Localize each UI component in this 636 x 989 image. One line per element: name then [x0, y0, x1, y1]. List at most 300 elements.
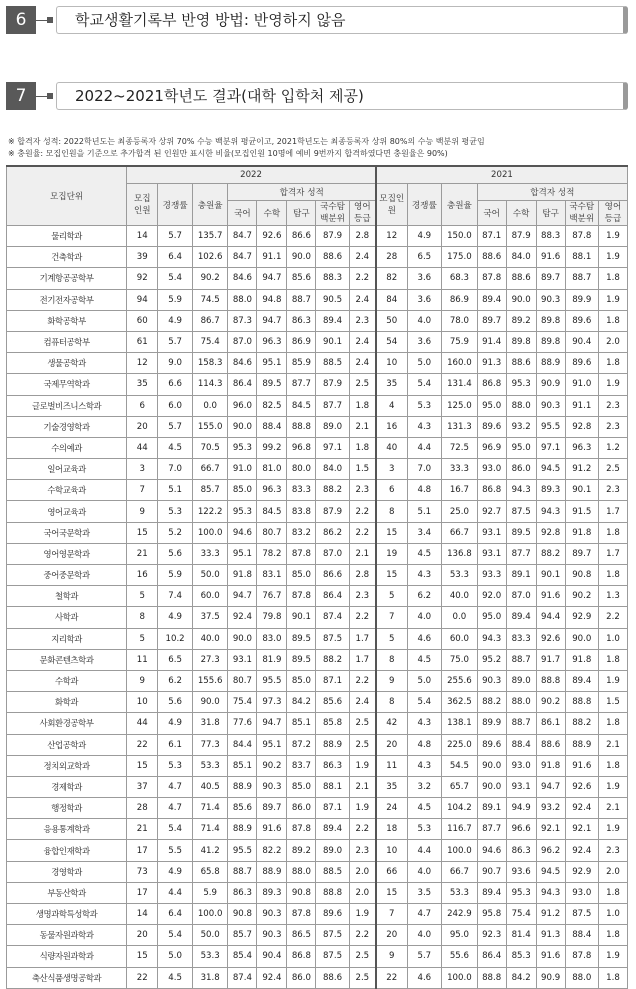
table-cell: 6.5	[407, 247, 442, 268]
table-cell: 4.8	[407, 480, 442, 501]
table-cell: 88.2	[477, 692, 506, 713]
table-cell: 89.4	[506, 607, 536, 628]
table-cell: 95.3	[228, 437, 257, 458]
table-cell: 2.3	[598, 480, 627, 501]
table-cell: 91.6	[565, 755, 598, 776]
table-cell: 86.3	[228, 882, 257, 903]
table-cell: 94.7	[257, 713, 287, 734]
table-cell: 20	[127, 925, 158, 946]
table-cell: 1.8	[598, 565, 627, 586]
table-cell: 6.5	[158, 649, 193, 670]
table-cell: 75.4	[192, 331, 228, 352]
table-cell: 50	[376, 310, 407, 331]
table-cell: 2.1	[349, 416, 376, 437]
table-cell: 87.7	[506, 543, 536, 564]
table-cell: 93.1	[228, 649, 257, 670]
table-cell: 73	[127, 861, 158, 882]
table-cell: 9	[127, 670, 158, 691]
table-cell: 3	[127, 459, 158, 480]
table-cell: 77.6	[228, 713, 257, 734]
table-cell: 54.5	[442, 755, 478, 776]
table-cell: 91.8	[228, 565, 257, 586]
table-cell: 86.6	[287, 226, 316, 247]
table-cell: 88.5	[316, 861, 349, 882]
table-cell: 11	[127, 649, 158, 670]
table-cell: 93.3	[477, 565, 506, 586]
table-cell: 18	[376, 819, 407, 840]
table-cell: 89.7	[565, 543, 598, 564]
table-cell: 90.5	[316, 289, 349, 310]
table-cell: 5.0	[407, 670, 442, 691]
table-cell: 1.7	[349, 649, 376, 670]
table-cell: 86.1	[536, 713, 565, 734]
table-cell: 2.1	[349, 776, 376, 797]
table-cell: 86.4	[477, 946, 506, 967]
table-cell: 90.3	[257, 904, 287, 925]
cell-unit-name: 경영학과	[7, 861, 127, 882]
table-cell: 96.3	[257, 480, 287, 501]
table-cell: 84.6	[228, 353, 257, 374]
table-cell: 3.6	[407, 268, 442, 289]
table-cell: 33.3	[442, 459, 478, 480]
table-cell: 0.0	[192, 395, 228, 416]
table-cell: 4.6	[407, 628, 442, 649]
table-row	[7, 459, 628, 480]
table-cell: 2.2	[349, 522, 376, 543]
table-cell: 90.0	[565, 628, 598, 649]
table-cell: 15	[376, 522, 407, 543]
table-cell: 91.1	[565, 395, 598, 416]
table-cell: 89.7	[257, 798, 287, 819]
table-row	[7, 819, 628, 840]
table-cell: 66.7	[442, 861, 478, 882]
table-cell: 89.1	[506, 565, 536, 586]
table-cell: 42	[376, 713, 407, 734]
table-cell: 2.2	[349, 925, 376, 946]
table-cell: 91.3	[477, 353, 506, 374]
header-math-2022: 수학	[257, 201, 287, 226]
table-row	[7, 416, 628, 437]
table-cell: 5	[127, 628, 158, 649]
table-cell: 95.1	[257, 353, 287, 374]
table-cell: 86.4	[228, 374, 257, 395]
table-cell: 96.8	[287, 437, 316, 458]
table-cell: 90.9	[536, 967, 565, 988]
table-cell: 84.0	[316, 459, 349, 480]
table-cell: 35	[376, 776, 407, 797]
table-cell: 95.0	[442, 925, 478, 946]
table-cell: 87.5	[506, 501, 536, 522]
table-cell: 85.1	[287, 713, 316, 734]
table-cell: 3.6	[407, 331, 442, 352]
table-cell: 93.6	[506, 861, 536, 882]
table-cell: 90.2	[536, 692, 565, 713]
table-row	[7, 353, 628, 374]
table-cell: 89.0	[316, 416, 349, 437]
table-cell: 4.9	[407, 226, 442, 247]
table-cell: 1.0	[598, 628, 627, 649]
table-cell: 86.3	[506, 840, 536, 861]
table-cell: 2.0	[598, 861, 627, 882]
table-cell: 92.4	[228, 607, 257, 628]
table-cell: 83.2	[287, 522, 316, 543]
table-cell: 5.4	[158, 268, 193, 289]
table-cell: 225.0	[442, 734, 478, 755]
results-table-body	[7, 226, 628, 989]
table-cell: 35	[127, 374, 158, 395]
table-cell: 1.9	[598, 247, 627, 268]
table-cell: 89.8	[536, 310, 565, 331]
table-cell: 2.5	[349, 713, 376, 734]
table-cell: 86.2	[316, 522, 349, 543]
table-cell: 4.0	[407, 861, 442, 882]
table-cell: 92	[127, 268, 158, 289]
table-cell: 40.5	[192, 776, 228, 797]
table-cell: 5.9	[158, 289, 193, 310]
table-cell: 93.1	[477, 522, 506, 543]
table-cell: 94.3	[536, 882, 565, 903]
section-7-connector-dot	[47, 93, 53, 99]
table-cell: 4.4	[407, 437, 442, 458]
table-cell: 7.4	[158, 586, 193, 607]
table-cell: 89.9	[477, 713, 506, 734]
table-cell: 88.8	[316, 882, 349, 903]
table-cell: 89.3	[257, 882, 287, 903]
table-cell: 87.9	[316, 501, 349, 522]
cell-unit-name: 화학공학부	[7, 310, 127, 331]
table-cell: 85.0	[287, 776, 316, 797]
cell-unit-name: 전기전자공학부	[7, 289, 127, 310]
cell-unit-name: 수학교육과	[7, 480, 127, 501]
table-cell: 1.8	[598, 882, 627, 903]
table-cell: 136.8	[442, 543, 478, 564]
table-cell: 6	[376, 480, 407, 501]
table-cell: 150.0	[442, 226, 478, 247]
table-row	[7, 501, 628, 522]
table-cell: 40.0	[442, 586, 478, 607]
table-cell: 24	[376, 798, 407, 819]
table-cell: 91.6	[536, 946, 565, 967]
notes	[8, 136, 485, 160]
cell-unit-name: 축산식품생명공학과	[7, 967, 127, 988]
table-cell: 155.0	[192, 416, 228, 437]
table-cell: 2.3	[598, 395, 627, 416]
table-cell: 88.6	[506, 268, 536, 289]
table-cell: 88.7	[506, 649, 536, 670]
table-cell: 7	[376, 607, 407, 628]
table-cell: 95.3	[228, 501, 257, 522]
table-cell: 89.4	[316, 819, 349, 840]
table-cell: 83.3	[287, 480, 316, 501]
table-cell: 7	[127, 480, 158, 501]
table-cell: 6	[127, 395, 158, 416]
table-cell: 8	[127, 607, 158, 628]
table-cell: 7.0	[158, 459, 193, 480]
table-cell: 88.4	[565, 925, 598, 946]
section-6-header	[6, 6, 628, 34]
table-cell: 1.8	[598, 649, 627, 670]
table-cell: 90.4	[565, 331, 598, 352]
table-cell: 4.9	[158, 310, 193, 331]
table-cell: 84.0	[506, 247, 536, 268]
cell-unit-name: 글로벌비즈니스학과	[7, 395, 127, 416]
table-cell: 88.9	[257, 861, 287, 882]
header-korean-2021: 국어	[477, 201, 506, 226]
table-cell: 96.3	[257, 331, 287, 352]
table-cell: 60.0	[192, 586, 228, 607]
table-cell: 60.0	[442, 628, 478, 649]
section-6-connector-dot	[47, 17, 53, 23]
table-cell: 1.8	[349, 437, 376, 458]
table-cell: 125.0	[442, 395, 478, 416]
table-cell: 87.8	[287, 904, 316, 925]
table-cell: 88.3	[536, 226, 565, 247]
cell-unit-name: 영어교육과	[7, 501, 127, 522]
table-cell: 91.5	[565, 501, 598, 522]
table-cell: 93.0	[565, 882, 598, 903]
table-cell: 88.2	[536, 543, 565, 564]
table-cell: 89.4	[565, 670, 598, 691]
table-cell: 90.8	[287, 882, 316, 903]
table-cell: 4.3	[407, 565, 442, 586]
cell-unit-name: 식량자원과학과	[7, 946, 127, 967]
table-cell: 90.1	[316, 331, 349, 352]
table-cell: 92.7	[477, 501, 506, 522]
cell-unit-name: 국제무역학과	[7, 374, 127, 395]
table-cell: 94.3	[477, 628, 506, 649]
table-cell: 86.9	[442, 289, 478, 310]
table-cell: 90.9	[536, 374, 565, 395]
table-cell: 5.3	[407, 395, 442, 416]
table-cell: 2.1	[598, 734, 627, 755]
table-cell: 0.0	[442, 607, 478, 628]
table-cell: 91.7	[536, 649, 565, 670]
table-row	[7, 904, 628, 925]
cell-unit-name: 물리학과	[7, 226, 127, 247]
table-cell: 90.4	[257, 946, 287, 967]
table-cell: 92.8	[565, 416, 598, 437]
table-cell: 22	[127, 967, 158, 988]
results-table	[6, 165, 628, 989]
table-cell: 86.8	[477, 374, 506, 395]
table-cell: 95.2	[477, 649, 506, 670]
table-cell: 85.0	[287, 670, 316, 691]
table-cell: 4.4	[407, 840, 442, 861]
table-cell: 88.7	[228, 861, 257, 882]
table-cell: 83.8	[287, 501, 316, 522]
table-cell: 92.9	[565, 607, 598, 628]
table-cell: 89.4	[316, 310, 349, 331]
table-cell: 28	[376, 247, 407, 268]
table-cell: 88.9	[228, 776, 257, 797]
table-cell: 6.2	[158, 670, 193, 691]
table-cell: 91.8	[565, 649, 598, 670]
table-cell: 2.4	[349, 247, 376, 268]
cell-unit-name: 일어교육과	[7, 459, 127, 480]
cell-unit-name: 융합인재학과	[7, 840, 127, 861]
header-year-2022: 2022	[127, 166, 376, 184]
table-cell: 65.8	[192, 861, 228, 882]
table-cell: 89.2	[506, 310, 536, 331]
table-cell: 5.7	[158, 331, 193, 352]
table-cell: 80.7	[257, 522, 287, 543]
table-row	[7, 798, 628, 819]
cell-unit-name: 기계항공공학부	[7, 268, 127, 289]
table-cell: 5	[127, 586, 158, 607]
table-cell: 88.4	[506, 734, 536, 755]
table-cell: 90.1	[287, 607, 316, 628]
table-cell: 135.7	[192, 226, 228, 247]
table-cell: 95.1	[257, 734, 287, 755]
table-cell: 100.0	[442, 840, 478, 861]
table-cell: 88.0	[287, 861, 316, 882]
table-cell: 87.4	[228, 967, 257, 988]
table-cell: 96.2	[536, 840, 565, 861]
table-cell: 95.0	[477, 607, 506, 628]
table-cell: 1.9	[349, 904, 376, 925]
table-cell: 33.3	[192, 543, 228, 564]
table-cell: 9	[127, 501, 158, 522]
table-row	[7, 692, 628, 713]
table-cell: 1.2	[598, 437, 627, 458]
table-cell: 94.8	[257, 289, 287, 310]
table-cell: 94.3	[506, 480, 536, 501]
table-cell: 41.2	[192, 840, 228, 861]
table-cell: 88.8	[287, 416, 316, 437]
header-explore-2021: 탐구	[536, 201, 565, 226]
table-cell: 1.8	[598, 713, 627, 734]
table-cell: 2.8	[349, 565, 376, 586]
table-cell: 5.3	[407, 819, 442, 840]
table-cell: 4.0	[407, 310, 442, 331]
table-cell: 89.6	[477, 416, 506, 437]
table-cell: 5.4	[407, 692, 442, 713]
table-cell: 10	[127, 692, 158, 713]
header-english-2022: 영어 등급	[349, 201, 376, 226]
table-cell: 90.3	[536, 395, 565, 416]
header-scores-2022: 합격자 성적	[228, 184, 376, 201]
table-cell: 155.6	[192, 670, 228, 691]
header-korean-2022: 국어	[228, 201, 257, 226]
table-cell: 89.4	[477, 882, 506, 903]
table-cell: 88.9	[316, 734, 349, 755]
table-cell: 92.4	[565, 798, 598, 819]
table-cell: 88.7	[506, 713, 536, 734]
header-competition-2021: 경쟁률	[407, 184, 442, 226]
table-cell: 20	[127, 416, 158, 437]
cell-unit-name: 기술경영학과	[7, 416, 127, 437]
table-cell: 88.4	[257, 416, 287, 437]
table-cell: 5.4	[407, 374, 442, 395]
header-unit: 모집단위	[7, 166, 127, 226]
table-cell: 86.7	[192, 310, 228, 331]
table-row	[7, 374, 628, 395]
table-cell: 3	[376, 459, 407, 480]
table-cell: 20	[376, 734, 407, 755]
table-cell: 91.6	[536, 247, 565, 268]
table-cell: 1.9	[598, 776, 627, 797]
table-cell: 86.8	[477, 480, 506, 501]
table-cell: 88.6	[506, 353, 536, 374]
table-row	[7, 480, 628, 501]
header-english-2021: 영어 등급	[598, 201, 627, 226]
table-cell: 7	[376, 904, 407, 925]
header-fill-2021: 충원율	[442, 184, 478, 226]
table-cell: 90.2	[257, 755, 287, 776]
table-cell: 5.3	[158, 755, 193, 776]
table-cell: 2.5	[349, 374, 376, 395]
table-cell: 100.0	[442, 967, 478, 988]
table-cell: 88.0	[506, 692, 536, 713]
table-cell: 94.3	[536, 501, 565, 522]
table-cell: 89.3	[536, 480, 565, 501]
table-cell: 91.0	[228, 459, 257, 480]
table-cell: 5.3	[158, 501, 193, 522]
table-row	[7, 437, 628, 458]
table-cell: 87.3	[228, 310, 257, 331]
table-cell: 85.6	[228, 798, 257, 819]
table-row	[7, 776, 628, 797]
table-cell: 74.5	[192, 289, 228, 310]
table-cell: 87.1	[477, 226, 506, 247]
table-cell: 1.5	[598, 692, 627, 713]
table-cell: 89.0	[316, 840, 349, 861]
table-cell: 89.6	[316, 904, 349, 925]
table-cell: 83.0	[257, 628, 287, 649]
table-cell: 89.8	[536, 331, 565, 352]
table-cell: 95.5	[228, 840, 257, 861]
table-cell: 92.4	[257, 967, 287, 988]
table-cell: 89.5	[257, 374, 287, 395]
header-year-2021: 2021	[376, 166, 628, 184]
table-cell: 76.7	[257, 586, 287, 607]
header-recruit-2022: 모집 인원	[127, 184, 158, 226]
table-row	[7, 649, 628, 670]
table-row	[7, 268, 628, 289]
table-row	[7, 755, 628, 776]
table-cell: 22	[376, 967, 407, 988]
table-cell: 66.7	[192, 459, 228, 480]
table-cell: 96.3	[565, 437, 598, 458]
table-cell: 85.8	[316, 713, 349, 734]
table-cell: 86.5	[287, 925, 316, 946]
table-cell: 5.7	[158, 226, 193, 247]
table-cell: 91.6	[257, 819, 287, 840]
table-cell: 92.6	[536, 628, 565, 649]
table-cell: 84.2	[506, 967, 536, 988]
table-cell: 1.9	[598, 374, 627, 395]
table-cell: 89.6	[565, 310, 598, 331]
table-cell: 87.0	[228, 331, 257, 352]
cell-unit-name: 동물자원과학과	[7, 925, 127, 946]
table-cell: 6.2	[407, 586, 442, 607]
table-cell: 80.7	[228, 670, 257, 691]
header-scores-2021: 합격자 성적	[477, 184, 627, 201]
table-cell: 88.6	[316, 967, 349, 988]
table-cell: 2.0	[349, 882, 376, 903]
table-cell: 2.2	[349, 501, 376, 522]
table-cell: 89.5	[287, 649, 316, 670]
table-cell: 66.7	[442, 522, 478, 543]
cell-unit-name: 국어국문학과	[7, 522, 127, 543]
cell-unit-name: 행정학과	[7, 798, 127, 819]
table-cell: 88.2	[565, 713, 598, 734]
section-6-number: 6	[6, 6, 36, 34]
table-cell: 87.7	[477, 819, 506, 840]
table-cell: 92.0	[477, 586, 506, 607]
table-cell: 158.3	[192, 353, 228, 374]
table-cell: 28	[127, 798, 158, 819]
